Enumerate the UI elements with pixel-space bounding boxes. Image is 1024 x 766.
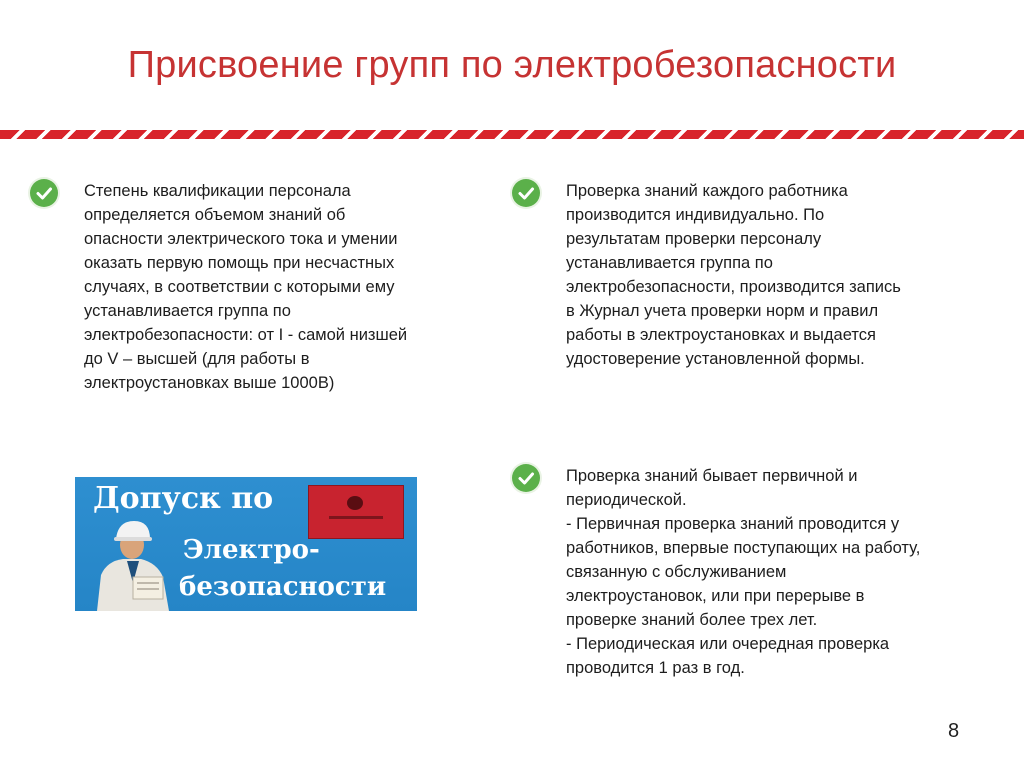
page-number: 8 (948, 720, 960, 742)
banner-title-line2: Электро- (183, 535, 320, 565)
check-circle-icon (512, 464, 540, 492)
title-divider (0, 130, 1024, 139)
certificate-booklet-image (308, 485, 404, 539)
banner-title-line3: безопасности (179, 572, 387, 602)
bullet-text: Степень квалификации персонала определяется объемом знаний об опасности электрического тока и умении оказать первую помощь при несчастных случаях, в соответствии с которыми ему устанавливается группа по электробезопасности: от I - самой низшей до V – высшей (для работы в электроустановках выше 1000В) (84, 182, 408, 392)
bullet-text: Проверка знаний бывает первичной и периодической. - Первичная проверка знаний проводится у работников, впервые поступающих на работу, связанную с обслуживанием электроустановок, или при перерыве в проверке знаний более трех лет. - Периодическая или очередная проверка проводится 1 раз в год. (566, 467, 921, 677)
banner-title-line1: Допуск по (93, 481, 274, 516)
worker-figure-image (89, 517, 175, 611)
check-circle-icon (512, 179, 540, 207)
emblem-icon (347, 496, 363, 510)
bullet-check-types (512, 464, 992, 684)
bullet-knowledge-check (512, 179, 992, 379)
slide-title: Присвоение групп по электробезопасности (127, 44, 897, 86)
check-circle-icon (30, 179, 58, 207)
bullet-qualification (30, 179, 500, 399)
bullet-text: Проверка знаний каждого работника производится индивидуально. По результатам проверки персоналу устанавливается группа по электробезопасности, производится запись в Журнал учета проверки норм и правил работы в электроустановках и выдается удостоверение установленной формы. (566, 182, 901, 368)
booklet-text-line (329, 516, 383, 519)
safety-admission-banner (75, 477, 417, 611)
